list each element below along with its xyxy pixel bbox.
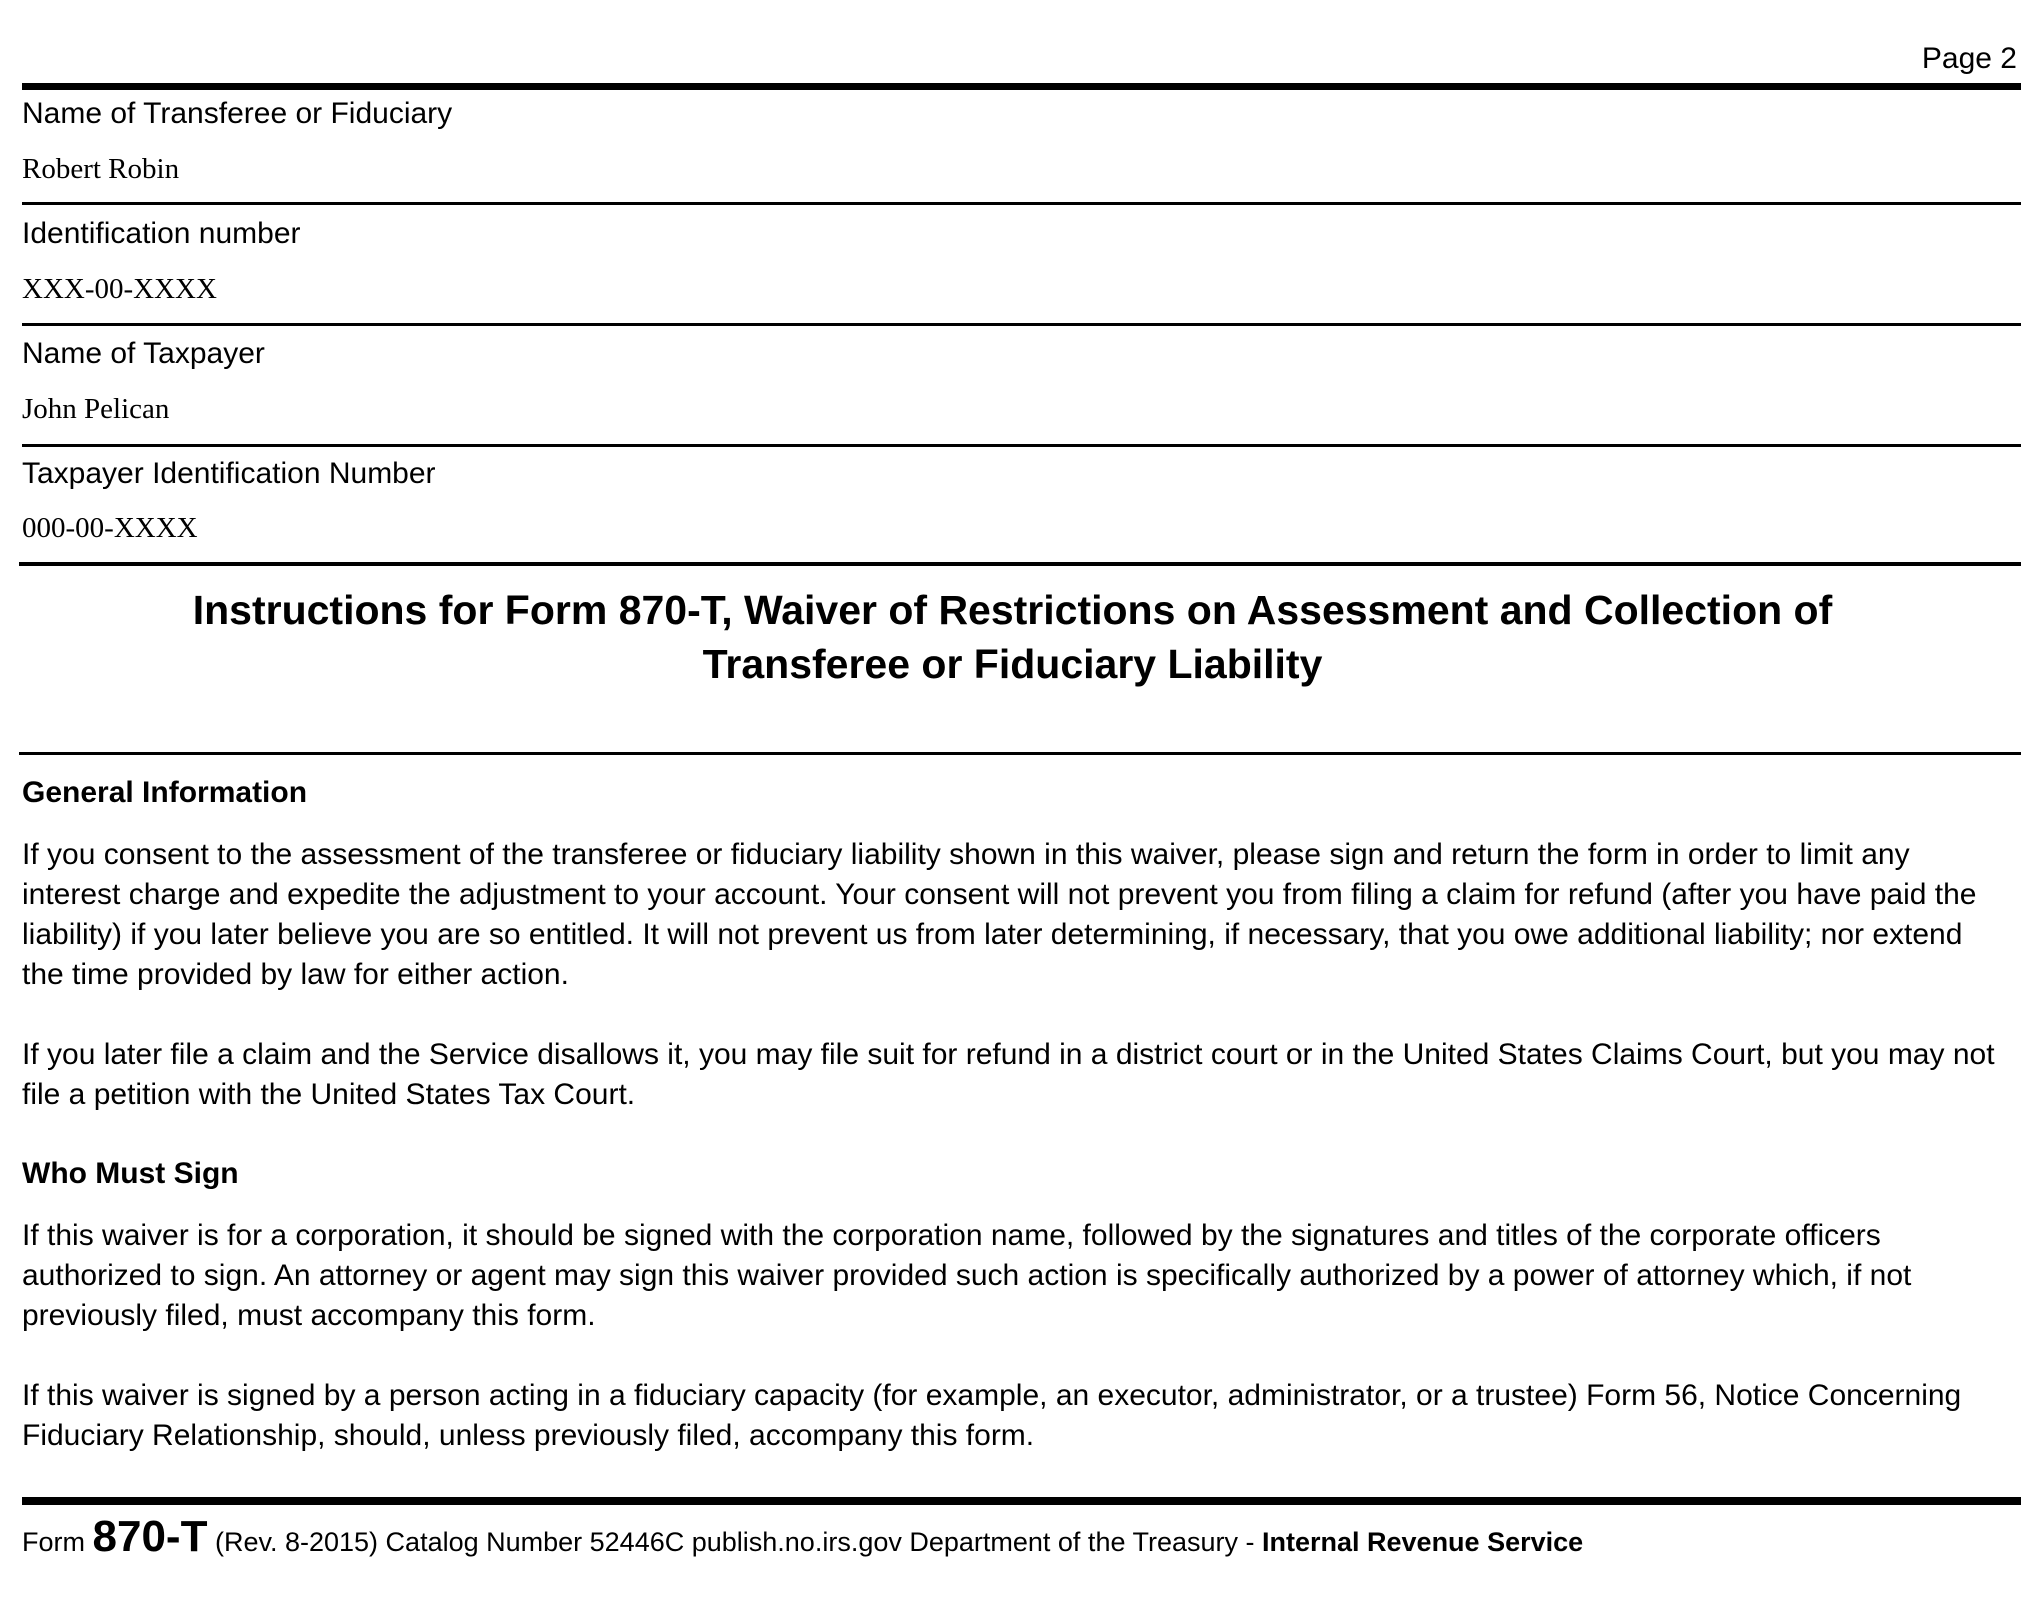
general-paragraph-1: If you consent to the assessment of the transferee or fiduciary liability shown in this waiver, please sign and return the form in order to limit any interest charge and expedite the adjustment to your account. Your consent will not prevent you from filing a claim for refund (after you have paid the liability) if you later believe you are so entitled. It will not prevent us from later determining, if necessary, that you owe additional liability; nor extend the time provided by law for either action. [22,838,1977,991]
identification-number-value: XXX-00-XXXX [22,273,217,305]
identification-number-label: Identification number [22,217,301,250]
divider [19,562,2021,566]
title-line-2: Transferee or Fiduciary Liability [702,641,1323,687]
general-paragraph-2: If you later file a claim and the Service disallows it, you may file suit for refund in a district court or in the United States Claims Court, but you may not file a petition with the United States Tax Court. [22,1038,1995,1111]
taxpayer-id-value: 000-00-XXXX [22,512,198,544]
sign-paragraph-1: If this waiver is for a corporation, it should be signed with the corporation name, followed by the signatures and titles of the corporate officers authorized to sign. An attorney or agent may sign this waiver provided such action is specifically authorized by a power of attorney which, if not previously filed, must accompany this form. [22,1219,1912,1332]
footer-form-word: Form [22,1527,85,1557]
sign-paragraph-2: If this waiver is signed by a person acting in a fiduciary capacity (for example, an executor, administrator, or a trustee) Form 56, Notice Concerning Fiduciary Relationship, should, unless previously filed, accompany this form. [22,1379,1962,1452]
transferee-name-label: Name of Transferee or Fiduciary [22,97,453,130]
divider [22,202,2021,205]
footer-form-number: 870-T [92,1512,208,1561]
transferee-name-value: Robert Robin [22,153,180,185]
footer-details: (Rev. 8-2015) Catalog Number 52446C publish.no.irs.gov Department of the Treasury - [214,1527,1262,1557]
divider [19,752,2021,755]
who-must-sign-heading: Who Must Sign [22,1157,239,1190]
general-information-heading: General Information [22,776,308,809]
footer-agency: Internal Revenue Service [1262,1527,1584,1557]
taxpayer-name-label: Name of Taxpayer [22,337,265,370]
taxpayer-name-value: John Pelican [22,393,170,425]
taxpayer-id-label: Taxpayer Identification Number [22,457,436,490]
instructions-title [0,583,2025,691]
divider [22,444,2021,447]
page-number: Page 2 [1921,42,2017,75]
form-footer [22,1512,1583,1562]
divider [22,83,2021,90]
divider [22,1497,2021,1505]
title-line-1: Instructions for Form 870-T, Waiver of Restrictions on Assessment and Collection of [192,587,1833,633]
divider [22,323,2021,326]
